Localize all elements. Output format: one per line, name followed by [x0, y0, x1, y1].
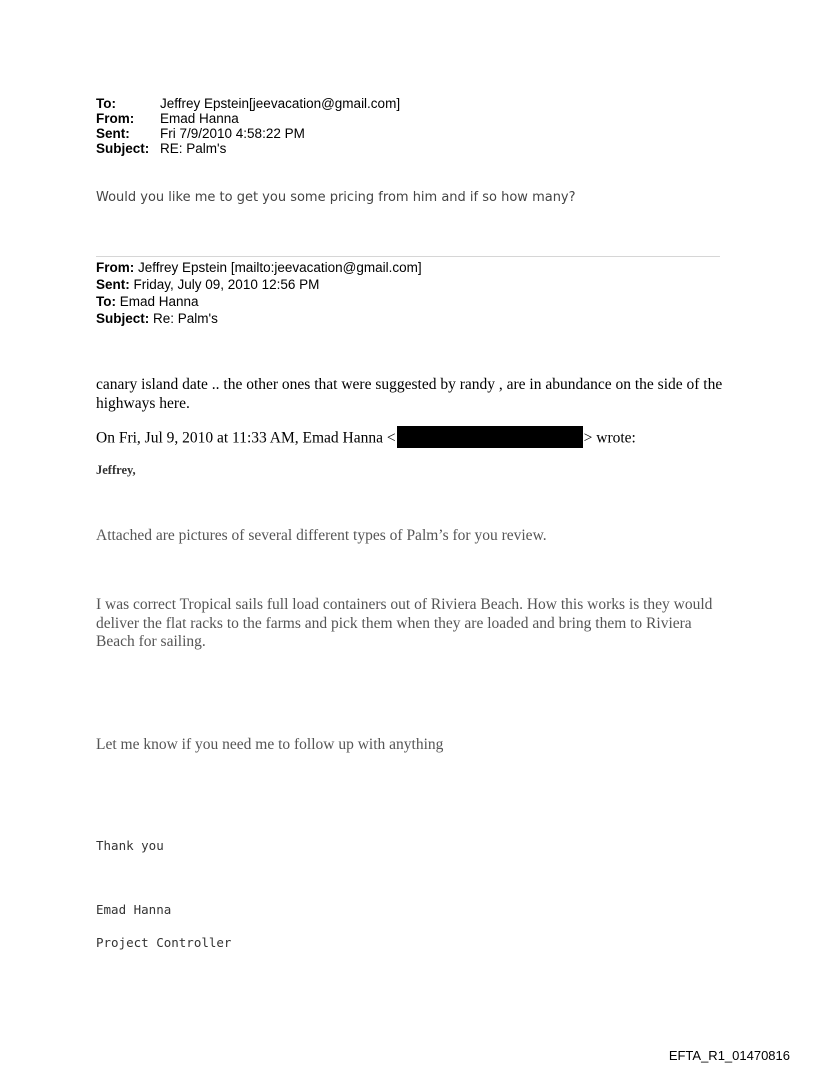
sent-label: Sent: — [96, 126, 130, 141]
redaction-block — [397, 426, 583, 448]
header-from-row — [96, 111, 400, 126]
reply-text: Would you like me to get you some pricing from him and if so how many? — [96, 190, 576, 205]
quoted-from-value: Jeffrey Epstein [mailto:jeevacation@gmail.com] — [138, 260, 422, 275]
quoted-sent-label: Sent: — [96, 277, 130, 292]
from-value: Emad Hanna — [160, 111, 239, 126]
on-line-prefix: On Fri, Jul 9, 2010 at 11:33 AM, Emad Hanna < — [96, 429, 396, 447]
quoted-header — [96, 259, 422, 327]
quoted-from-row — [96, 259, 422, 276]
signature-title: Project Controller — [96, 935, 232, 950]
to-value: Jeffrey Epstein[jeevacation@gmail.com] — [160, 96, 401, 111]
quoted-sent-value: Friday, July 09, 2010 12:56 PM — [133, 277, 320, 292]
paragraph-follow-up: Let me know if you need me to follow up with anything — [96, 736, 444, 753]
quoted-to-row — [96, 293, 422, 310]
greeting: Jeffrey, — [96, 463, 136, 477]
signature-name: Emad Hanna — [96, 902, 172, 917]
paragraph-attached: Attached are pictures of several different types of Palm’s for you review. — [96, 527, 547, 544]
on-line-suffix: > wrote: — [583, 429, 636, 447]
quoted-subject-row — [96, 310, 422, 327]
to-label: To: — [96, 96, 116, 111]
quoted-to-label: To: — [96, 294, 116, 309]
subject-label: Subject: — [96, 141, 150, 156]
from-label: From: — [96, 111, 135, 126]
email-header — [96, 96, 400, 156]
header-subject-row — [96, 141, 400, 156]
divider — [96, 256, 720, 257]
footer-document-id: EFTA_R1_01470816 — [668, 1048, 790, 1063]
quoted-sent-row — [96, 276, 422, 293]
header-sent-row — [96, 126, 400, 141]
quoted-subject-label: Subject: — [96, 311, 150, 326]
on-date-line — [96, 428, 636, 450]
signature-thanks: Thank you — [96, 838, 164, 853]
header-to-row — [96, 96, 400, 111]
quoted-subject-value: Re: Palm's — [153, 311, 218, 326]
quoted-body: canary island date .. the other ones that were suggested by randy , are in abundance on the side of the highways here. — [96, 376, 723, 412]
quoted-from-label: From: — [96, 260, 135, 275]
subject-value: RE: Palm's — [160, 141, 227, 156]
sent-value: Fri 7/9/2010 4:58:22 PM — [160, 126, 305, 141]
quoted-to-value: Emad Hanna — [119, 294, 199, 309]
paragraph-shipping: I was correct Tropical sails full load containers out of Riviera Beach. How this works is they would deliver the flat racks to the farms and pick them when they are loaded and bring them to Riviera Beach for sailing. — [96, 596, 713, 650]
